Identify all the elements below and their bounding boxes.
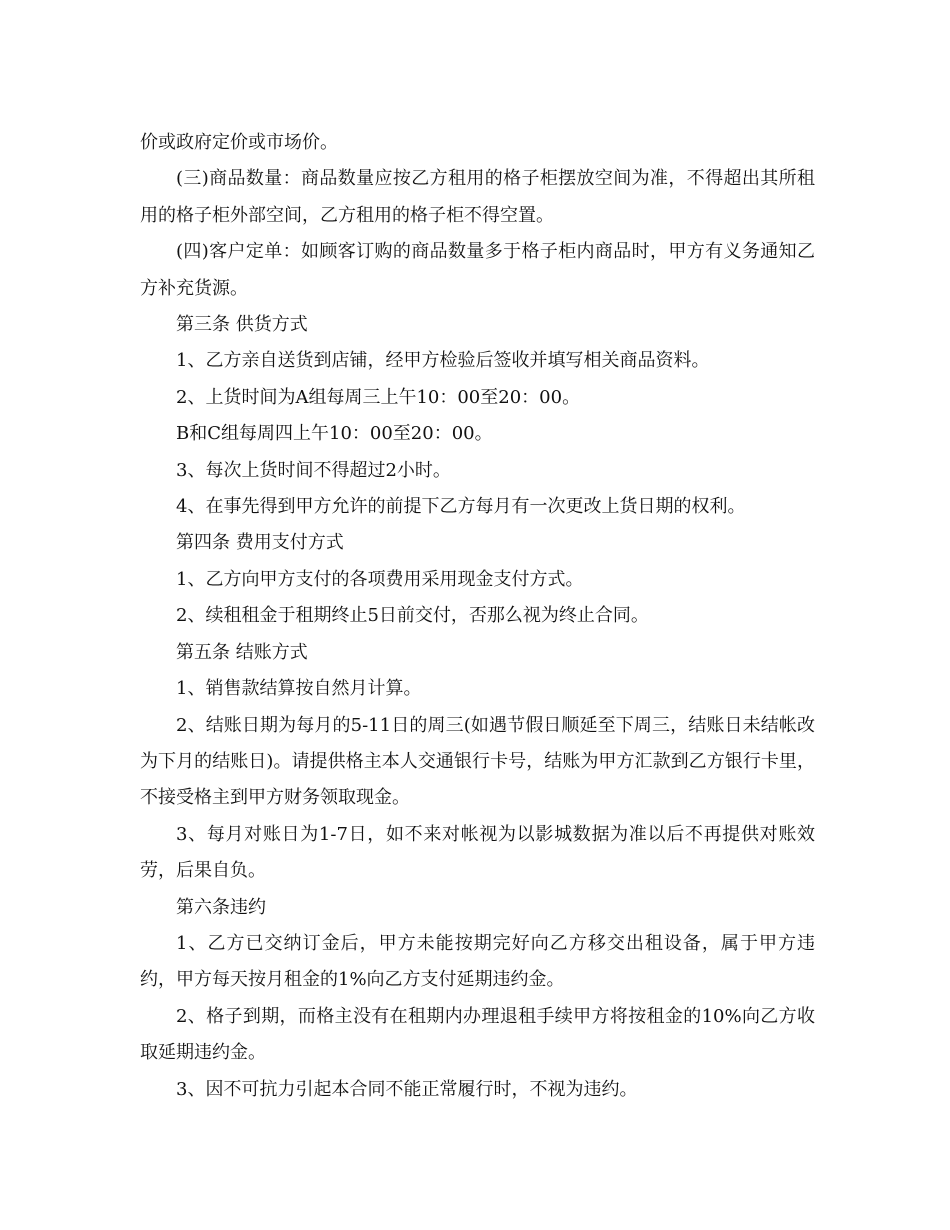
paragraph: B和C组每周四上午10：00至20：00。 [176,423,493,445]
paragraph: 3、因不可抗力引起本合同不能正常履行时，不视为违约。 [176,1078,638,1100]
paragraph: (四)客户定单：如顾客订购的商品数量多于格子柜内商品时，甲方有义务通知乙方补充货源。 [140,241,815,299]
section-heading: 第六条违约 [176,896,266,918]
paragraph: 2、结账日期为每月的5-11日的周三(如遇节假日顺延至下周三，结账日未结帐改为下月的结账日)。请提供格主本人交通银行卡号，结账为甲方汇款到乙方银行卡里，不接受格主到甲方财务领取现金。 [140,714,815,809]
paragraph: 价或政府定价或市场价。 [140,132,338,153]
paragraph: 1、乙方亲自送货到店铺，经甲方检验后签收并填写相关商品资料。 [176,350,710,372]
paragraph: (三)商品数量：商品数量应按乙方租用的格子柜摆放空间为准，不得超出其所租用的格子柜外部空间，乙方租用的格子柜不得空置。 [140,168,815,226]
paragraph: 1、乙方已交纳订金后，甲方未能按期完好向乙方移交出租设备，属于甲方违约，甲方每天按月租金的1%向乙方支付延期违约金。 [140,932,815,991]
paragraph: 2、上货时间为A组每周三上午10：00至20：00。 [176,386,581,408]
paragraph: 1、销售款结算按自然月计算。 [176,678,422,700]
section-heading: 第三条 供货方式 [176,314,308,336]
paragraph: 2、格子到期，而格主没有在租期内办理退租手续甲方将按租金的10%向乙方收取延期违约金。 [140,1005,815,1064]
paragraph: 3、每次上货时间不得超过2小时。 [176,459,451,481]
section-heading: 第五条 结账方式 [176,641,308,663]
paragraph: 1、乙方向甲方支付的各项费用采用现金支付方式。 [176,568,584,590]
section-heading: 第四条 费用支付方式 [176,532,344,554]
contract-body [140,125,815,1108]
paragraph: 2、续租租金于租期终止5日前交付，否那么视为终止合同。 [176,605,649,627]
paragraph: 3、每月对账日为1-7日，如不来对帐视为以影城数据为准以后不再提供对账效劳，后果自负。 [140,823,815,882]
paragraph: 4、在事先得到甲方允许的前提下乙方每月有一次更改上货日期的权利。 [176,496,746,518]
